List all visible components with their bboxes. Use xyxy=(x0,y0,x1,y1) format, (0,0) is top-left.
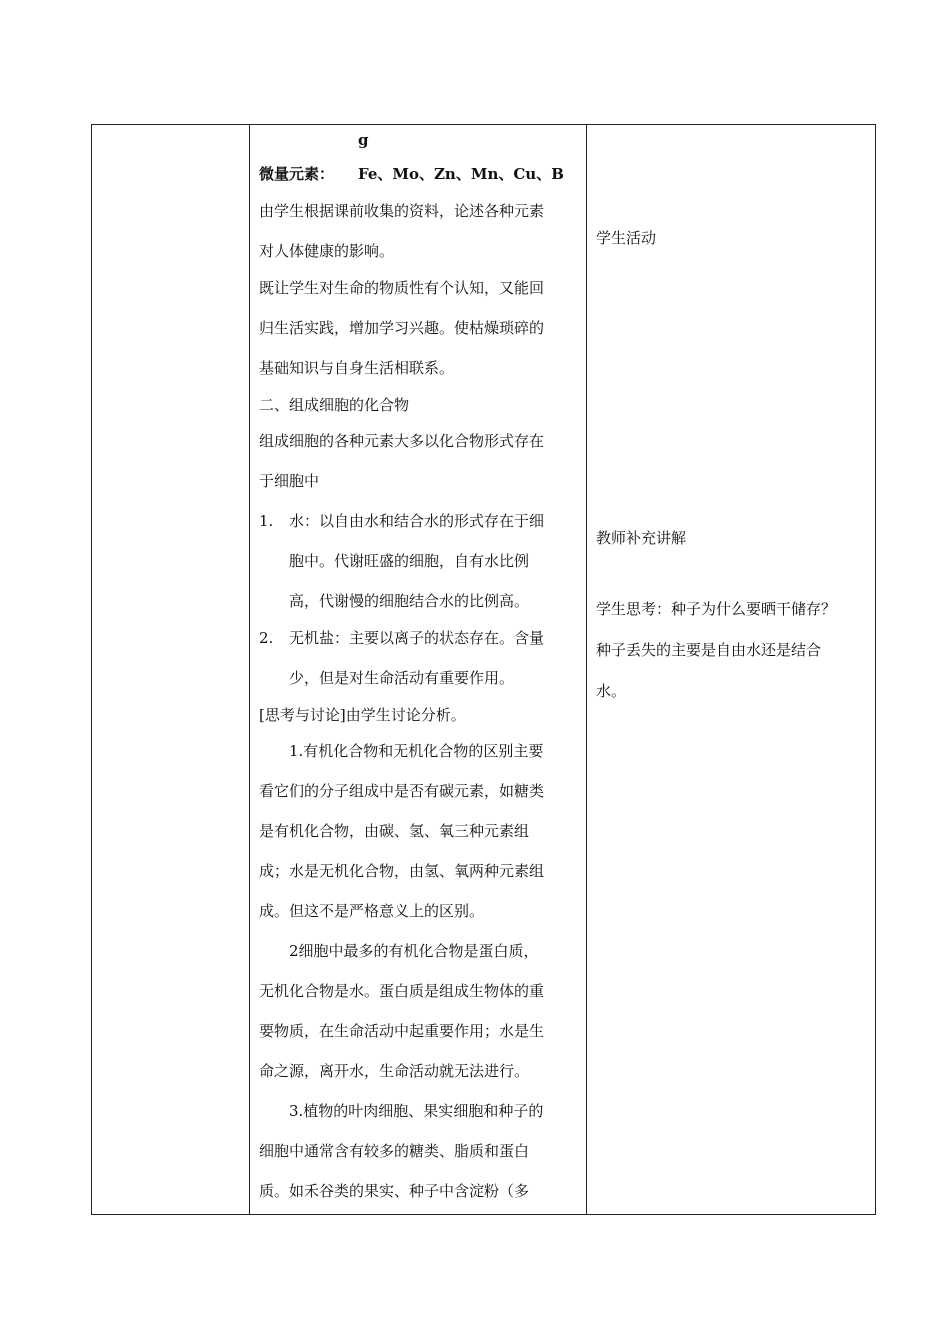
paragraph-line: 2细胞中最多的有机化合物是蛋白质， xyxy=(289,942,539,960)
column-divider-2 xyxy=(586,125,587,1214)
paragraph-line: 命之源，离开水，生命活动就无法进行。 xyxy=(259,1062,530,1080)
paragraph-line: 于细胞中 xyxy=(259,472,320,490)
paragraph-line: 细胞中通常含有较多的糖类、脂质和蛋白 xyxy=(259,1142,530,1160)
list-item-line: 少，但是对生命活动有重要作用。 xyxy=(289,669,515,687)
unit-g: g xyxy=(358,131,369,149)
list-number: 1. xyxy=(259,512,274,530)
column-divider-1 xyxy=(249,125,250,1214)
list-item-line: 高，代谢慢的细胞结合水的比例高。 xyxy=(289,592,530,610)
paragraph-line: 归生活实践，增加学习兴趣。使枯燥琐碎的 xyxy=(259,319,545,337)
paragraph-line: 看它们的分子组成中是否有碳元素，如糖类 xyxy=(259,782,545,800)
student-thinking-line: 种子丢失的主要是自由水还是结合 xyxy=(596,641,822,659)
paragraph-line: 质。如禾谷类的果实、种子中含淀粉（多 xyxy=(259,1182,530,1200)
list-item-line: 水：以自由水和结合水的形式存在于细 xyxy=(289,512,545,530)
paragraph-line: 是有机化合物，由碳、氢、氧三种元素组 xyxy=(259,822,530,840)
student-activity-label: 学生活动 xyxy=(596,229,657,247)
paragraph-line: 1.有机化合物和无机化合物的区别主要 xyxy=(289,742,544,760)
paragraph-line: 组成细胞的各种元素大多以化合物形式存在 xyxy=(259,432,545,450)
teacher-explanation-label: 教师补充讲解 xyxy=(596,529,687,547)
paragraph-line: 成。但这不是严格意义上的区别。 xyxy=(259,902,485,920)
paragraph-line: 基础知识与自身生活相联系。 xyxy=(259,359,455,377)
list-number: 2. xyxy=(259,629,274,647)
student-thinking-line: 水。 xyxy=(596,682,627,700)
micro-elements-list: Fe、Mo、Zn、Mn、Cu、B xyxy=(358,165,564,183)
paragraph-line: 由学生根据课前收集的资料，论述各种元素 xyxy=(259,202,545,220)
paragraph-line: 要物质，在生命活动中起重要作用；水是生 xyxy=(259,1022,545,1040)
paragraph-line: 成；水是无机化合物，由氢、氧两种元素组 xyxy=(259,862,545,880)
paragraph-line: 既让学生对生命的物质性有个认知，又能回 xyxy=(259,279,545,297)
micro-elements-label: 微量元素： xyxy=(259,165,335,183)
discussion-heading: [思考与讨论]由学生讨论分析。 xyxy=(259,706,466,724)
paragraph-line: 对人体健康的影响。 xyxy=(259,242,395,260)
list-item-line: 无机盐：主要以离子的状态存在。含量 xyxy=(289,629,545,647)
paragraph-line: 无机化合物是水。蛋白质是组成生物体的重 xyxy=(259,982,545,1000)
list-item-line: 胞中。代谢旺盛的细胞，自有水比例 xyxy=(289,552,530,570)
section-heading: 二、组成细胞的化合物 xyxy=(259,396,410,414)
student-thinking-line: 学生思考：种子为什么要晒干储存？ xyxy=(596,600,837,618)
paragraph-line: 3.植物的叶肉细胞、果实细胞和种子的 xyxy=(289,1102,544,1120)
